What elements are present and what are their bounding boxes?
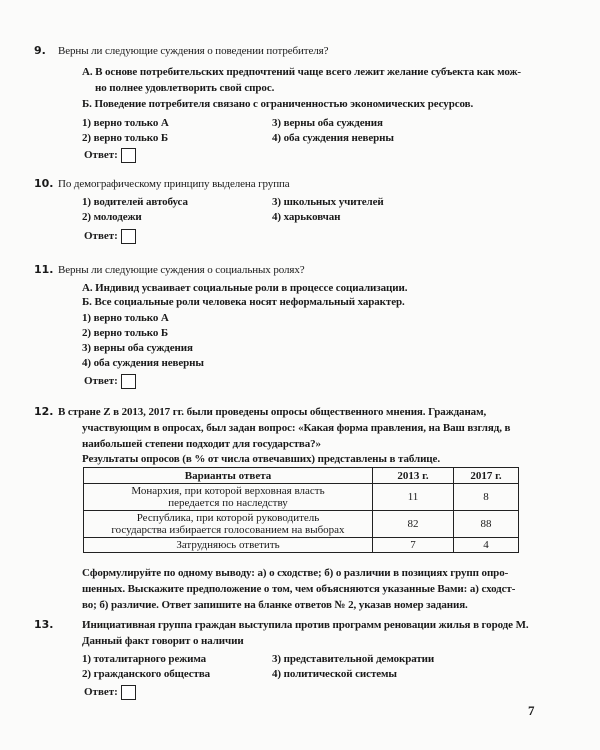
cell-line: передается по наследству (168, 497, 288, 509)
value-2017: 88 (454, 511, 519, 538)
option-4[interactable]: 4) оба суждения неверны (272, 132, 394, 144)
question-text: В стране Z в 2013, 2017 гг. были проведены опросы общественного мнения. Гражданам, (58, 406, 487, 418)
option-3[interactable]: 3) школьных учителей (272, 196, 384, 208)
value-2017: 4 (454, 538, 519, 553)
answer-field (84, 373, 136, 389)
answer-variant-cell (84, 484, 373, 511)
table-row (84, 511, 519, 538)
question-text: Данный факт говорит о наличии (82, 635, 244, 647)
header-cell: 2017 г. (454, 468, 519, 484)
option-4[interactable]: 4) политической системы (272, 668, 397, 680)
cell-line: Республика, при которой руководитель (136, 512, 320, 524)
question-number: 9. (34, 44, 46, 57)
value-2013: 82 (373, 511, 454, 538)
question-text: участвующим в опросах, был задан вопрос: «Какая форма правления, на Ваш взгляд, в (82, 422, 511, 434)
answer-label: Ответ: (84, 375, 118, 387)
statement-b: Б. Поведение потребителя связано с ограниченностью экономических ресурсов. (82, 98, 474, 110)
task-text: шенных. Выскажите предположение о том, чем объясняются указанные Вами: а) сходст- (82, 583, 516, 595)
cell-line: Монархия, при которой верховная власть (131, 485, 325, 497)
option-1[interactable]: 1) верно только А (82, 117, 169, 129)
answer-field (84, 147, 136, 163)
answer-label: Ответ: (84, 230, 118, 242)
option-3[interactable]: 3) верны оба суждения (272, 117, 383, 129)
header-cell: Варианты ответа (84, 468, 373, 484)
question-number: 13. (34, 618, 54, 631)
answer-box[interactable] (121, 374, 136, 389)
answer-box[interactable] (121, 685, 136, 700)
answer-label: Ответ: (84, 149, 118, 161)
answer-variant-cell: Затрудняюсь ответить (84, 538, 373, 553)
value-2013: 7 (373, 538, 454, 553)
option-2[interactable]: 2) верно только Б (82, 132, 169, 144)
option-1[interactable]: 1) тоталитарного режима (82, 653, 207, 665)
option-1[interactable]: 1) верно только А (82, 312, 169, 324)
value-2013: 11 (373, 484, 454, 511)
survey-table (83, 467, 519, 553)
statement-a: А. В основе потребительских предпочтений чаще всего лежит желание субъекта как мож- (82, 66, 521, 78)
question-number: 11. (34, 263, 54, 276)
question-text: наибольшей степени подходит для государства?» (82, 438, 321, 450)
task-text: во; б) различие. Ответ запишите на бланке ответов № 2, указав номер задания. (82, 599, 468, 611)
cell-line: государства избирается голосованием на выборах (111, 524, 345, 536)
answer-label: Ответ: (84, 686, 118, 698)
answer-variant-cell (84, 511, 373, 538)
question-text: Инициативная группа граждан выступила против программ реновации жилья в городе М. (82, 619, 529, 631)
table-row (84, 484, 519, 511)
option-3[interactable]: 3) представительной демократии (272, 653, 435, 665)
table-row (84, 538, 519, 553)
table-header-row (84, 468, 519, 484)
value-2017: 8 (454, 484, 519, 511)
question-number: 10. (34, 177, 54, 190)
option-2[interactable]: 2) молодежи (82, 211, 142, 223)
task-text: Сформулируйте по одному выводу: а) о сходстве; б) о различии в позициях групп опро- (82, 567, 509, 579)
question-text: Верны ли следующие суждения о поведении потребителя? (58, 45, 329, 57)
question-text: Верны ли следующие суждения о социальных ролях? (58, 264, 305, 276)
option-2[interactable]: 2) гражданского общества (82, 668, 211, 680)
option-1[interactable]: 1) водителей автобуса (82, 196, 188, 208)
option-4[interactable]: 4) харьковчан (272, 211, 341, 223)
statement-a: А. Индивид усваивает социальные роли в процессе социализации. (82, 282, 408, 294)
statement-b: Б. Все социальные роли человека носят неформальный характер. (82, 296, 405, 308)
question-text: По демографическому принципу выделена группа (58, 178, 290, 190)
option-2[interactable]: 2) верно только Б (82, 327, 169, 339)
answer-box[interactable] (121, 229, 136, 244)
question-number: 12. (34, 405, 54, 418)
answer-field (84, 228, 136, 244)
header-cell: 2013 г. (373, 468, 454, 484)
option-3[interactable]: 3) верны оба суждения (82, 342, 193, 354)
question-text: Результаты опросов (в % от числа отвечавших) представлены в таблице. (82, 453, 440, 465)
option-4[interactable]: 4) оба суждения неверны (82, 357, 204, 369)
answer-box[interactable] (121, 148, 136, 163)
statement-a-cont: но полнее удовлетворить свой спрос. (95, 82, 275, 94)
answer-field (84, 684, 136, 700)
page-number: 7 (528, 703, 535, 718)
